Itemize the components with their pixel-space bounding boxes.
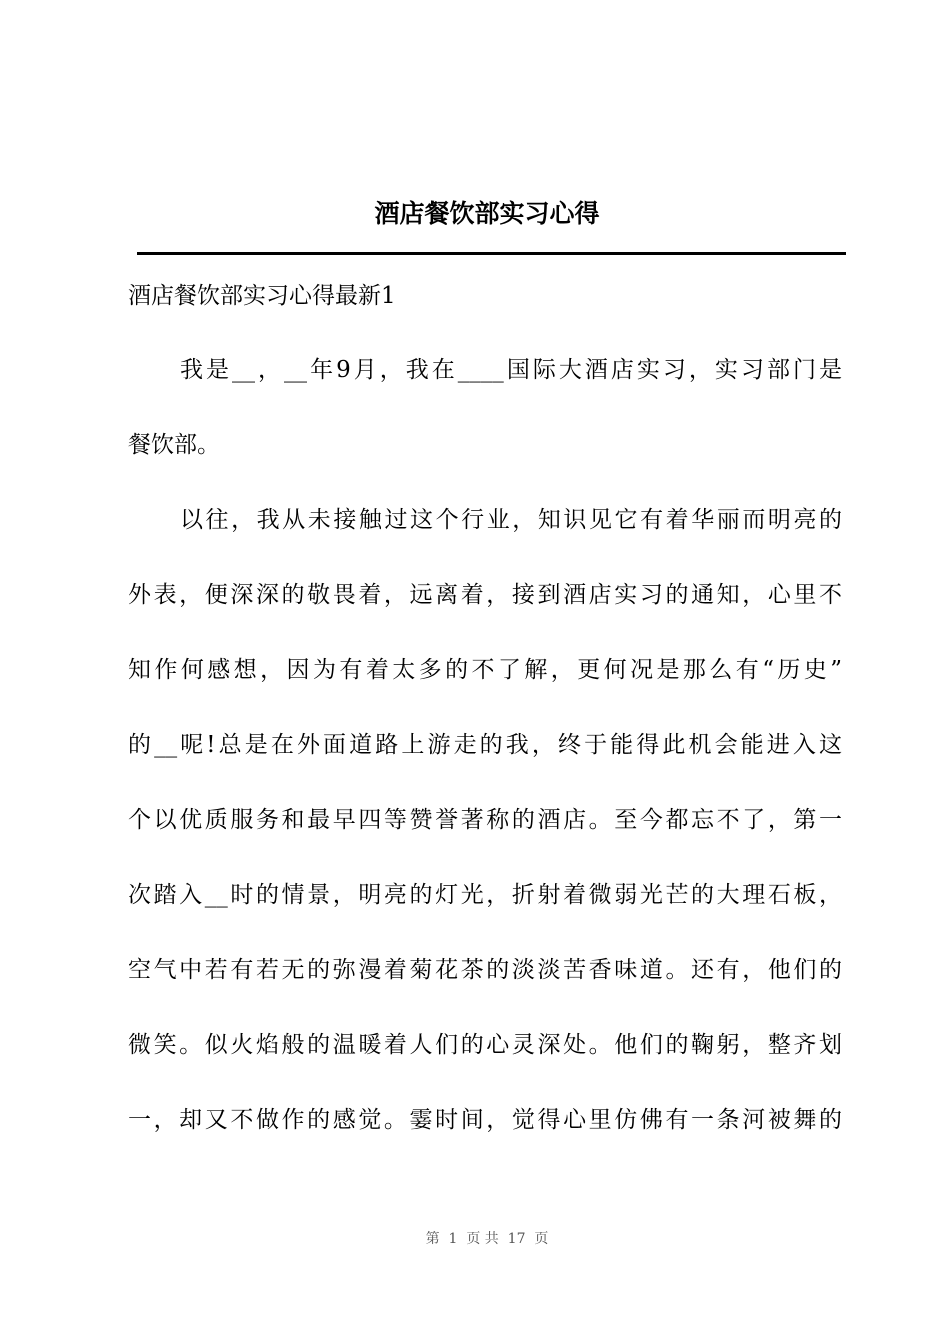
document-title: 酒店餐饮部实习心得 [374, 199, 600, 228]
paragraph-1-line-2: 餐饮部。 [128, 432, 220, 458]
paragraph-2-line-4: 的__呢!总是在外面道路上游走的我，终于能得此机会能进入这 [128, 732, 842, 758]
paragraph-2-line-2: 外表，便深深的敬畏着，远离着，接到酒店实习的通知，心里不 [128, 582, 842, 608]
page-number-footer: 第 1 页 共 17 页 [425, 1231, 549, 1247]
section-heading: 酒店餐饮部实习心得最新1 [128, 283, 396, 309]
paragraph-2-line-6: 次踏入__时的情景，明亮的灯光，折射着微弱光芒的大理石板， [128, 882, 842, 908]
paragraph-2-line-9: 一，却又不做作的感觉。霎时间，觉得心里仿佛有一条河被舞的 [128, 1107, 842, 1133]
paragraph-2-line-5: 个以优质服务和最早四等赞誉著称的酒店。至今都忘不了，第一 [128, 807, 842, 833]
title-divider [137, 252, 846, 255]
paragraph-1-line-1: 我是__，__年9月，我在____国际大酒店实习，实习部门是 [180, 357, 842, 383]
paragraph-2-line-7: 空气中若有若无的弥漫着菊花茶的淡淡苦香味道。还有，他们的 [128, 957, 842, 983]
paragraph-2-line-8: 微笑。似火焰般的温暖着人们的心灵深处。他们的鞠躬，整齐划 [128, 1032, 842, 1058]
paragraph-2-line-1: 以往，我从未接触过这个行业，知识见它有着华丽而明亮的 [180, 507, 842, 533]
paragraph-2-line-3: 知作何感想，因为有着太多的不了解，更何况是那么有“历史” [128, 657, 842, 683]
